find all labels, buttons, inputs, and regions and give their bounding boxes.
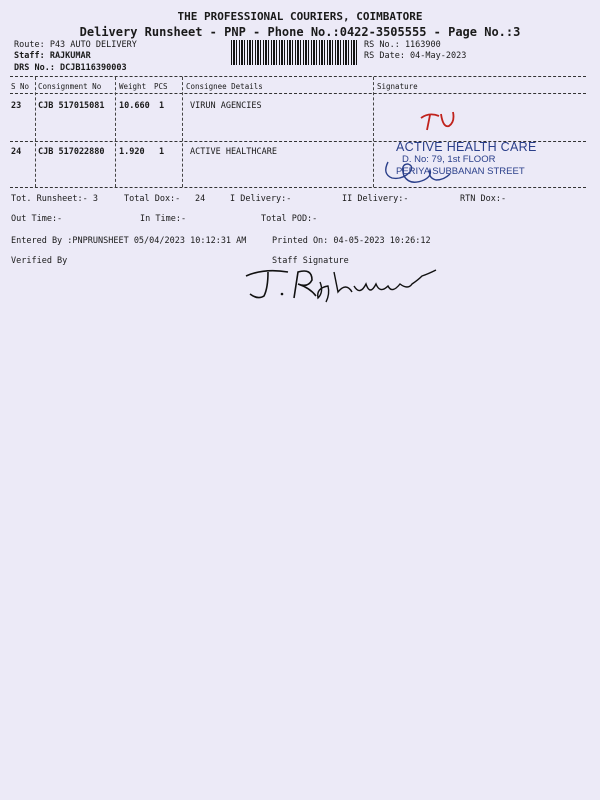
entered-by: Entered By :PNPRUNSHEET 05/04/2023 10:12:31 AM [11,236,247,246]
runsheet-subtitle: Delivery Runsheet - PNP - Phone No.:0422-3505555 - Page No.:3 [79,25,521,39]
total-dox-label: Total Dox:- [124,194,181,204]
barcode-image [231,40,359,65]
header-sno: S No [11,82,30,91]
staff-text: Staff: RAJKUMAR [14,51,91,61]
column-divider [115,77,116,187]
out-time-label: Out Time:- [11,214,63,224]
rs-number: RS No.: 1163900 [364,40,441,50]
drs-number: DRS No.: DCJB116390003 [14,63,127,73]
header-signature: Signature [377,82,418,91]
row-pcs: 1 [159,147,165,157]
first-delivery-label: I Delivery:- [230,194,292,204]
header-pcs: PCS [154,82,168,91]
header-consignment: Consignment No [38,82,102,91]
rs-date: RS Date: 04-May-2023 [364,51,467,61]
total-pod-label: Total POD:- [261,214,318,224]
return-dox-label: RTN Dox:- [460,194,507,204]
header-consignee: Consignee Details [186,82,263,91]
staff-handwritten-signature [242,262,442,308]
column-divider [182,77,183,187]
in-time-label: In Time:- [140,214,187,224]
total-dox-value: 24 [195,194,206,204]
stamp-scribble-signature [380,150,460,192]
row-sno: 24 [11,147,22,157]
column-divider [35,77,36,187]
stamp-line1: ACTIVE HEALTH CARE [396,140,537,154]
second-delivery-label: II Delivery:- [342,194,409,204]
staff-signature-label: Staff Signature [272,256,349,266]
row-consignment: CJB 517022880 [38,147,105,157]
stamp-line2: D. No: 79, 1st FLOOR [402,154,496,165]
table-bottom-rule [10,187,586,188]
row-weight: 1.920 [119,147,145,157]
row-pcs: 1 [159,101,165,111]
total-runsheet: Tot. Runsheet:- 3 [11,194,98,204]
row-consignee: VIRUN AGENCIES [190,101,262,111]
column-divider [373,77,374,187]
company-name: THE PROFESSIONAL COURIERS, COIMBATORE [177,10,423,23]
stamp-line3: PERIYA SUBBANAN STREET [396,166,525,177]
table-top-rule [10,76,586,77]
table-header-rule [10,93,586,94]
row-sno: 23 [11,101,22,111]
red-initials-signature [415,108,465,138]
row-consignee: ACTIVE HEALTHCARE [190,147,277,157]
row-weight: 10.660 [119,101,150,111]
route-text: Route: P43 AUTO DELIVERY [14,40,137,50]
header-weight: Weight [119,82,147,91]
verified-by-label: Verified By [11,256,68,266]
printed-on: Printed On: 04-05-2023 10:26:12 [272,236,431,246]
row-consignment: CJB 517015081 [38,101,105,111]
